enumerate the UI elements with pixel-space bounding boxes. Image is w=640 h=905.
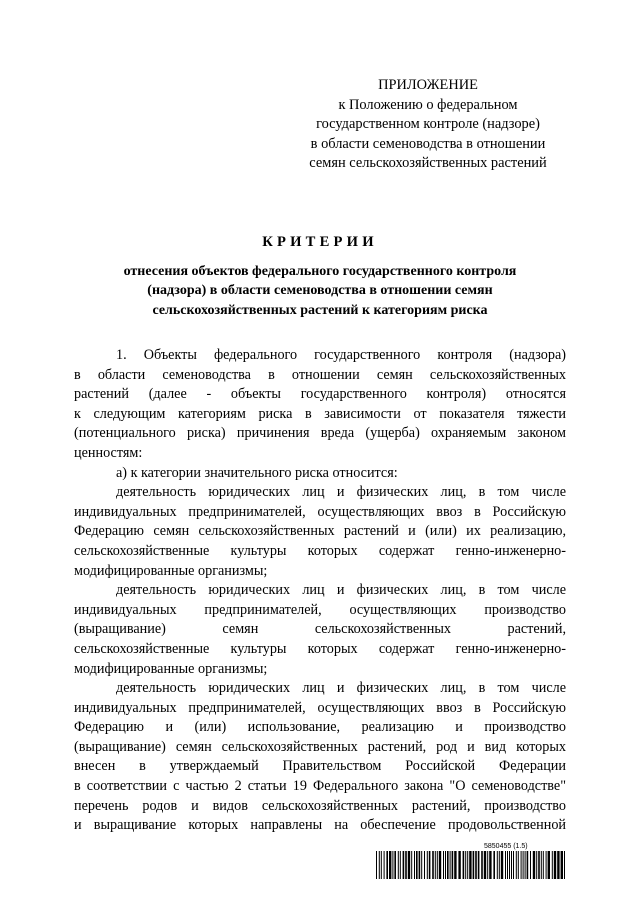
body-line: деятельность юридических лиц и физических лиц, в том числе [116, 680, 566, 697]
body-line: Федерацию и (или) использование, реализацию и производство [74, 719, 566, 736]
appendix-line: в области семеноводства в отношении [310, 135, 546, 152]
body-line: к следующим категориям риска в зависимости от показателя тяжести [74, 405, 566, 422]
document-stamp: 5850455 (1.5) [484, 843, 528, 850]
body-line: индивидуальных предпринимателей, осуществляющих ввоз в Российскую [74, 699, 566, 716]
appendix-line: семян сельскохозяйственных растений [309, 155, 547, 171]
barcode-image [376, 851, 566, 879]
document-subtitle [60, 262, 580, 320]
subtitle-line: (надзора) в области семеноводства в отношении семян [147, 283, 493, 299]
body-line: деятельность юридических лиц и физических лиц, в том числе [116, 582, 566, 599]
appendix-line: государственном контроле (надзоре) [316, 116, 540, 132]
appendix-line: к Положению о федеральном [338, 96, 518, 113]
body-line: и выращивание которых направлены на обеспечение продовольственной [74, 817, 566, 834]
subtitle-line: отнесения объектов федерального государственного контроля [123, 264, 517, 279]
body-line: модифицированные организмы; [74, 660, 268, 677]
body-line: внесен в утверждаемый Правительством Российской Федерации [74, 758, 566, 775]
body-line: деятельность юридических лиц и физических лиц, в том числе [116, 484, 566, 501]
body-line: индивидуальных предпринимателей, осуществляющих производство [74, 601, 566, 618]
body-line: индивидуальных предпринимателей, осуществляющих ввоз в Российскую [74, 503, 566, 520]
body-text [74, 346, 566, 836]
body-line: (выращивание) семян сельскохозяйственных растений, [74, 621, 566, 638]
body-line: сельскохозяйственные культуры которых содержат генно-инженерно- [74, 542, 566, 559]
body-line: перечень родов и видов сельскохозяйственных растений, производство [74, 797, 566, 814]
body-line: модифицированные организмы; [74, 562, 268, 579]
subtitle-line: сельскохозяйственных растений к категориям риска [152, 302, 488, 318]
document-title: КРИТЕРИИ [262, 234, 378, 250]
appendix-heading: ПРИЛОЖЕНИЕ [378, 77, 478, 93]
appendix-block [296, 76, 560, 174]
body-line: (потенциального риска) причинения вреда (ущерба) охраняемым законом [74, 425, 566, 442]
body-line: в области семеноводства в отношении семян сельскохозяйственных [74, 366, 566, 383]
body-line: 1. Объекты федерального государственного контроля (надзора) [116, 347, 566, 363]
body-line: ценностям: [74, 444, 143, 461]
body-line: сельскохозяйственные культуры которых содержат генно-инженерно- [74, 640, 566, 657]
body-line: в соответствии с частью 2 статьи 19 Федерального закона "О семеноводстве" [74, 778, 566, 795]
body-line: (выращивание) семян сельскохозяйственных растений, род и вид которых [74, 738, 566, 755]
body-line: Федерацию семян сельскохозяйственных растений и (или) их реализацию, [74, 523, 566, 540]
body-line: растений (далее - объекты государственного контроля) относятся [74, 386, 566, 403]
body-line: а) к категории значительного риска относится: [116, 464, 398, 481]
